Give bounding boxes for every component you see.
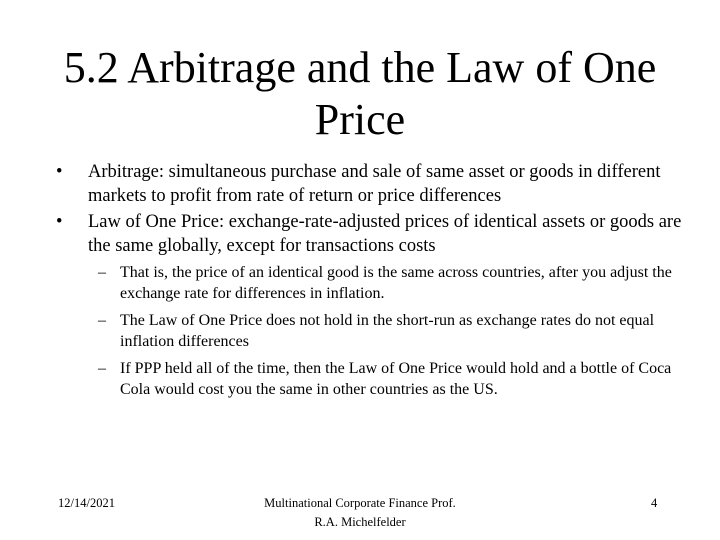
sub-bullet-marker: –: [98, 264, 106, 281]
slide-title: [36, 42, 684, 146]
footer-date: 12/14/2021: [58, 496, 115, 510]
sub-bullet-list: [36, 262, 686, 400]
sub-bullet-text: The Law of One Price does not hold in the short-run as exchange rates do not equal inflation differences: [120, 312, 655, 350]
bullet-item-law-of-one-price: [36, 210, 686, 258]
bullet-list: [36, 160, 686, 406]
slide-title-line-1: 5.2 Arbitrage and the Law of One: [63, 43, 657, 92]
sub-bullet-marker: –: [98, 360, 106, 377]
footer-author-line: R.A. Michelfelder: [314, 515, 406, 529]
sub-bullet-text: That is, the price of an identical good is the same across countries, after you adjust the exchange rate for differences in inflation.: [120, 264, 672, 302]
slide-title-line-2: Price: [314, 95, 406, 144]
bullet-marker: •: [56, 162, 63, 182]
footer-course-line: Multinational Corporate Finance Prof.: [264, 496, 456, 510]
bullet-item-arbitrage: [36, 160, 686, 208]
bullet-text: Law of One Price: exchange-rate-adjusted prices of identical assets or goods are the same globally, except for transactions costs: [88, 212, 682, 256]
bullet-marker: •: [56, 212, 63, 232]
footer-course-author: [220, 494, 500, 532]
sub-bullet-item: [36, 262, 686, 304]
sub-bullet-text: If PPP held all of the time, then the Law of One Price would hold and a bottle of Coca Cola would cost you the same in other countries as the US.: [120, 360, 672, 398]
sub-bullet-item: [36, 358, 686, 400]
footer-page-number: 4: [651, 496, 658, 510]
sub-bullet-marker: –: [98, 312, 106, 329]
sub-bullet-item: [36, 310, 686, 352]
bullet-text: Arbitrage: simultaneous purchase and sale of same asset or goods in different markets to profit from rate of return or price differences: [88, 162, 661, 206]
